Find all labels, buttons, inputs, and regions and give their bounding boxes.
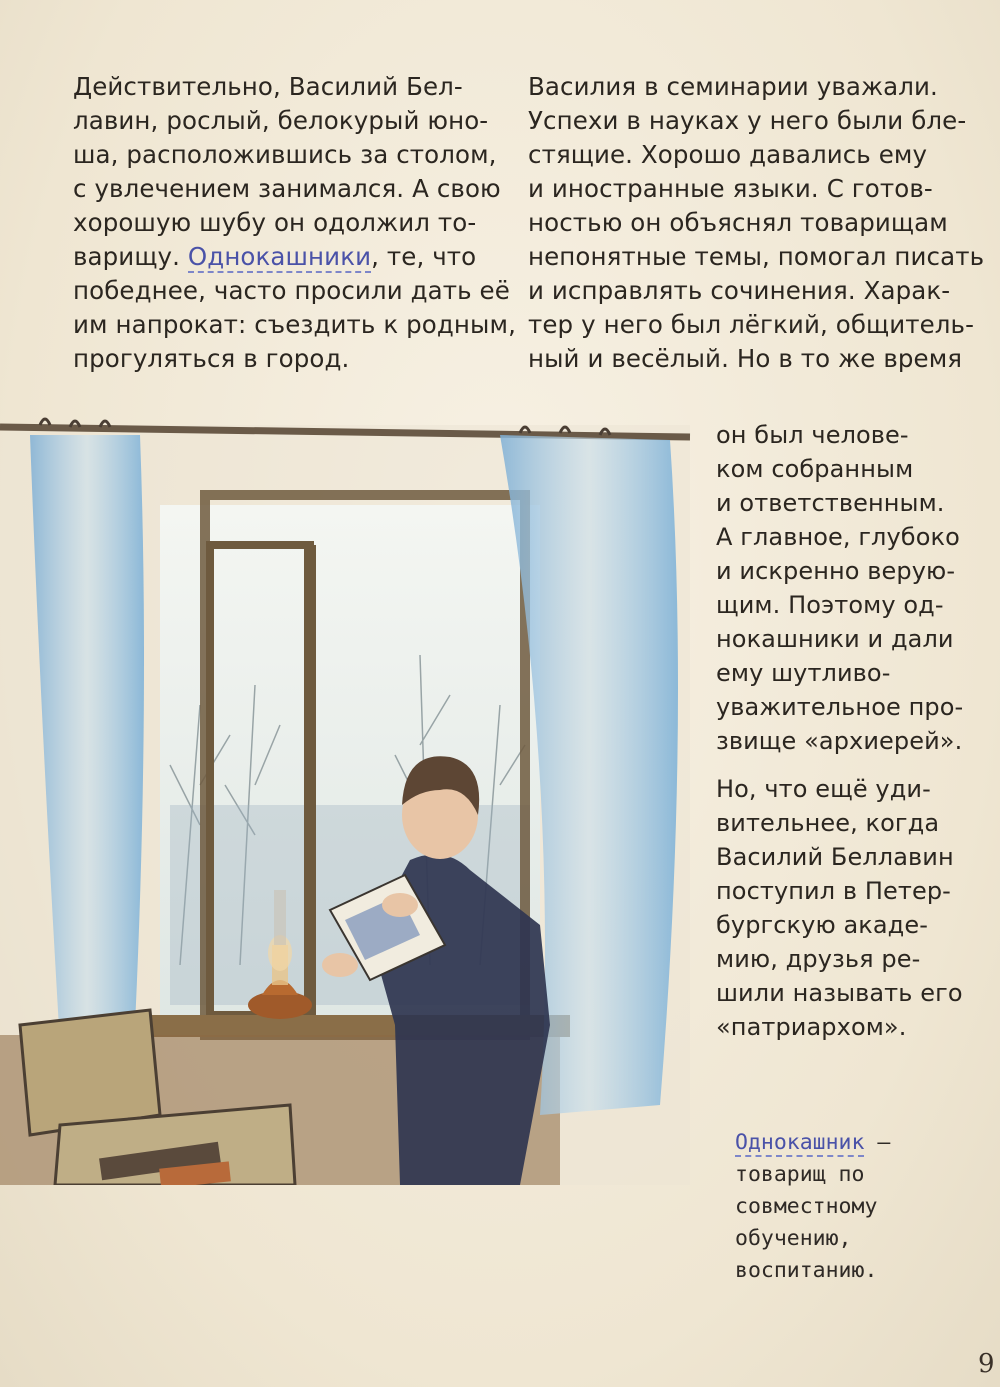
text-line: бургскую акаде- [716,911,929,939]
text-line: мию, друзья ре- [716,945,921,973]
text-line-with-term [73,240,503,274]
side-text-column [716,418,981,1044]
text-line: поступил в Петер- [716,877,951,905]
text-line: с увлечением занимался. А свою [73,174,501,203]
text-line: им напрокат: съездить к родным, [73,310,516,339]
text-line: ностью он объяснял товарищам [528,208,948,237]
glossary-line: обучению, [735,1226,852,1251]
text-line: прогуляться в город. [73,344,350,373]
text-line: стящие. Хорошо давались ему [528,140,928,169]
text-line: Действительно, Василий Бел- [73,72,463,101]
text-line: тер у него был лёгкий, общитель- [528,310,975,339]
text-line: и исправлять сочинения. Харак- [528,276,951,305]
side-paragraph-2 [716,772,981,1044]
right-paragraph [528,70,985,376]
glossary-note [735,1127,975,1287]
illustration-boy-reading-by-window [0,405,700,1185]
glossary-line: совместному [735,1194,878,1219]
text-line: лавин, рослый, белокурый юно- [73,106,489,135]
text-line: Василий Беллавин [716,843,954,871]
text-line: и искренно верую- [716,557,956,585]
glossary-heading [735,1127,975,1159]
right-text-column [528,70,985,376]
text-line: «патриархом». [716,1013,907,1041]
glossary-line: товарищ по [735,1162,865,1187]
text-fragment: варищу. [73,242,180,271]
left-text-column [73,70,516,376]
text-line: А главное, глубоко [716,523,960,551]
left-paragraph [73,70,516,376]
text-line: ный и весёлый. Но в то же время [528,344,963,373]
text-line: ему шутливо- [716,659,891,687]
text-line: вительнее, когда [716,809,940,837]
text-line: и ответственным. [716,489,945,517]
text-line: непонятные темы, помогал писать [528,242,985,271]
text-line: уважительное про- [716,693,964,721]
text-line: звище «архиерей». [716,727,963,755]
page-number: 9 [978,1349,995,1379]
text-line: шили называть его [716,979,963,1007]
text-line: Василия в семинарии уважали. [528,72,938,101]
text-line: ша, расположившись за столом, [73,140,497,169]
glossary-term-link[interactable]: Однокашники [187,242,372,271]
text-line: и иностранные языки. С готов- [528,174,933,203]
glossary-line: воспитанию. [735,1258,878,1283]
text-line: хорошую шубу он одолжил то- [73,208,477,237]
text-line: ком собранным [716,455,914,483]
text-line: Но, что ещё уди- [716,775,931,803]
glossary-term: Однокашник [735,1130,865,1155]
text-line: Успехи в науках у него были бле- [528,106,967,135]
text-fragment: , те, что [371,242,477,271]
glossary-dash: — [864,1130,891,1155]
text-line: щим. Поэтому од- [716,591,944,619]
text-line: победнее, часто просили дать её [73,276,510,305]
text-line: нокашники и дали [716,625,954,653]
text-line: он был челове- [716,421,909,449]
side-paragraph-1 [716,418,981,758]
